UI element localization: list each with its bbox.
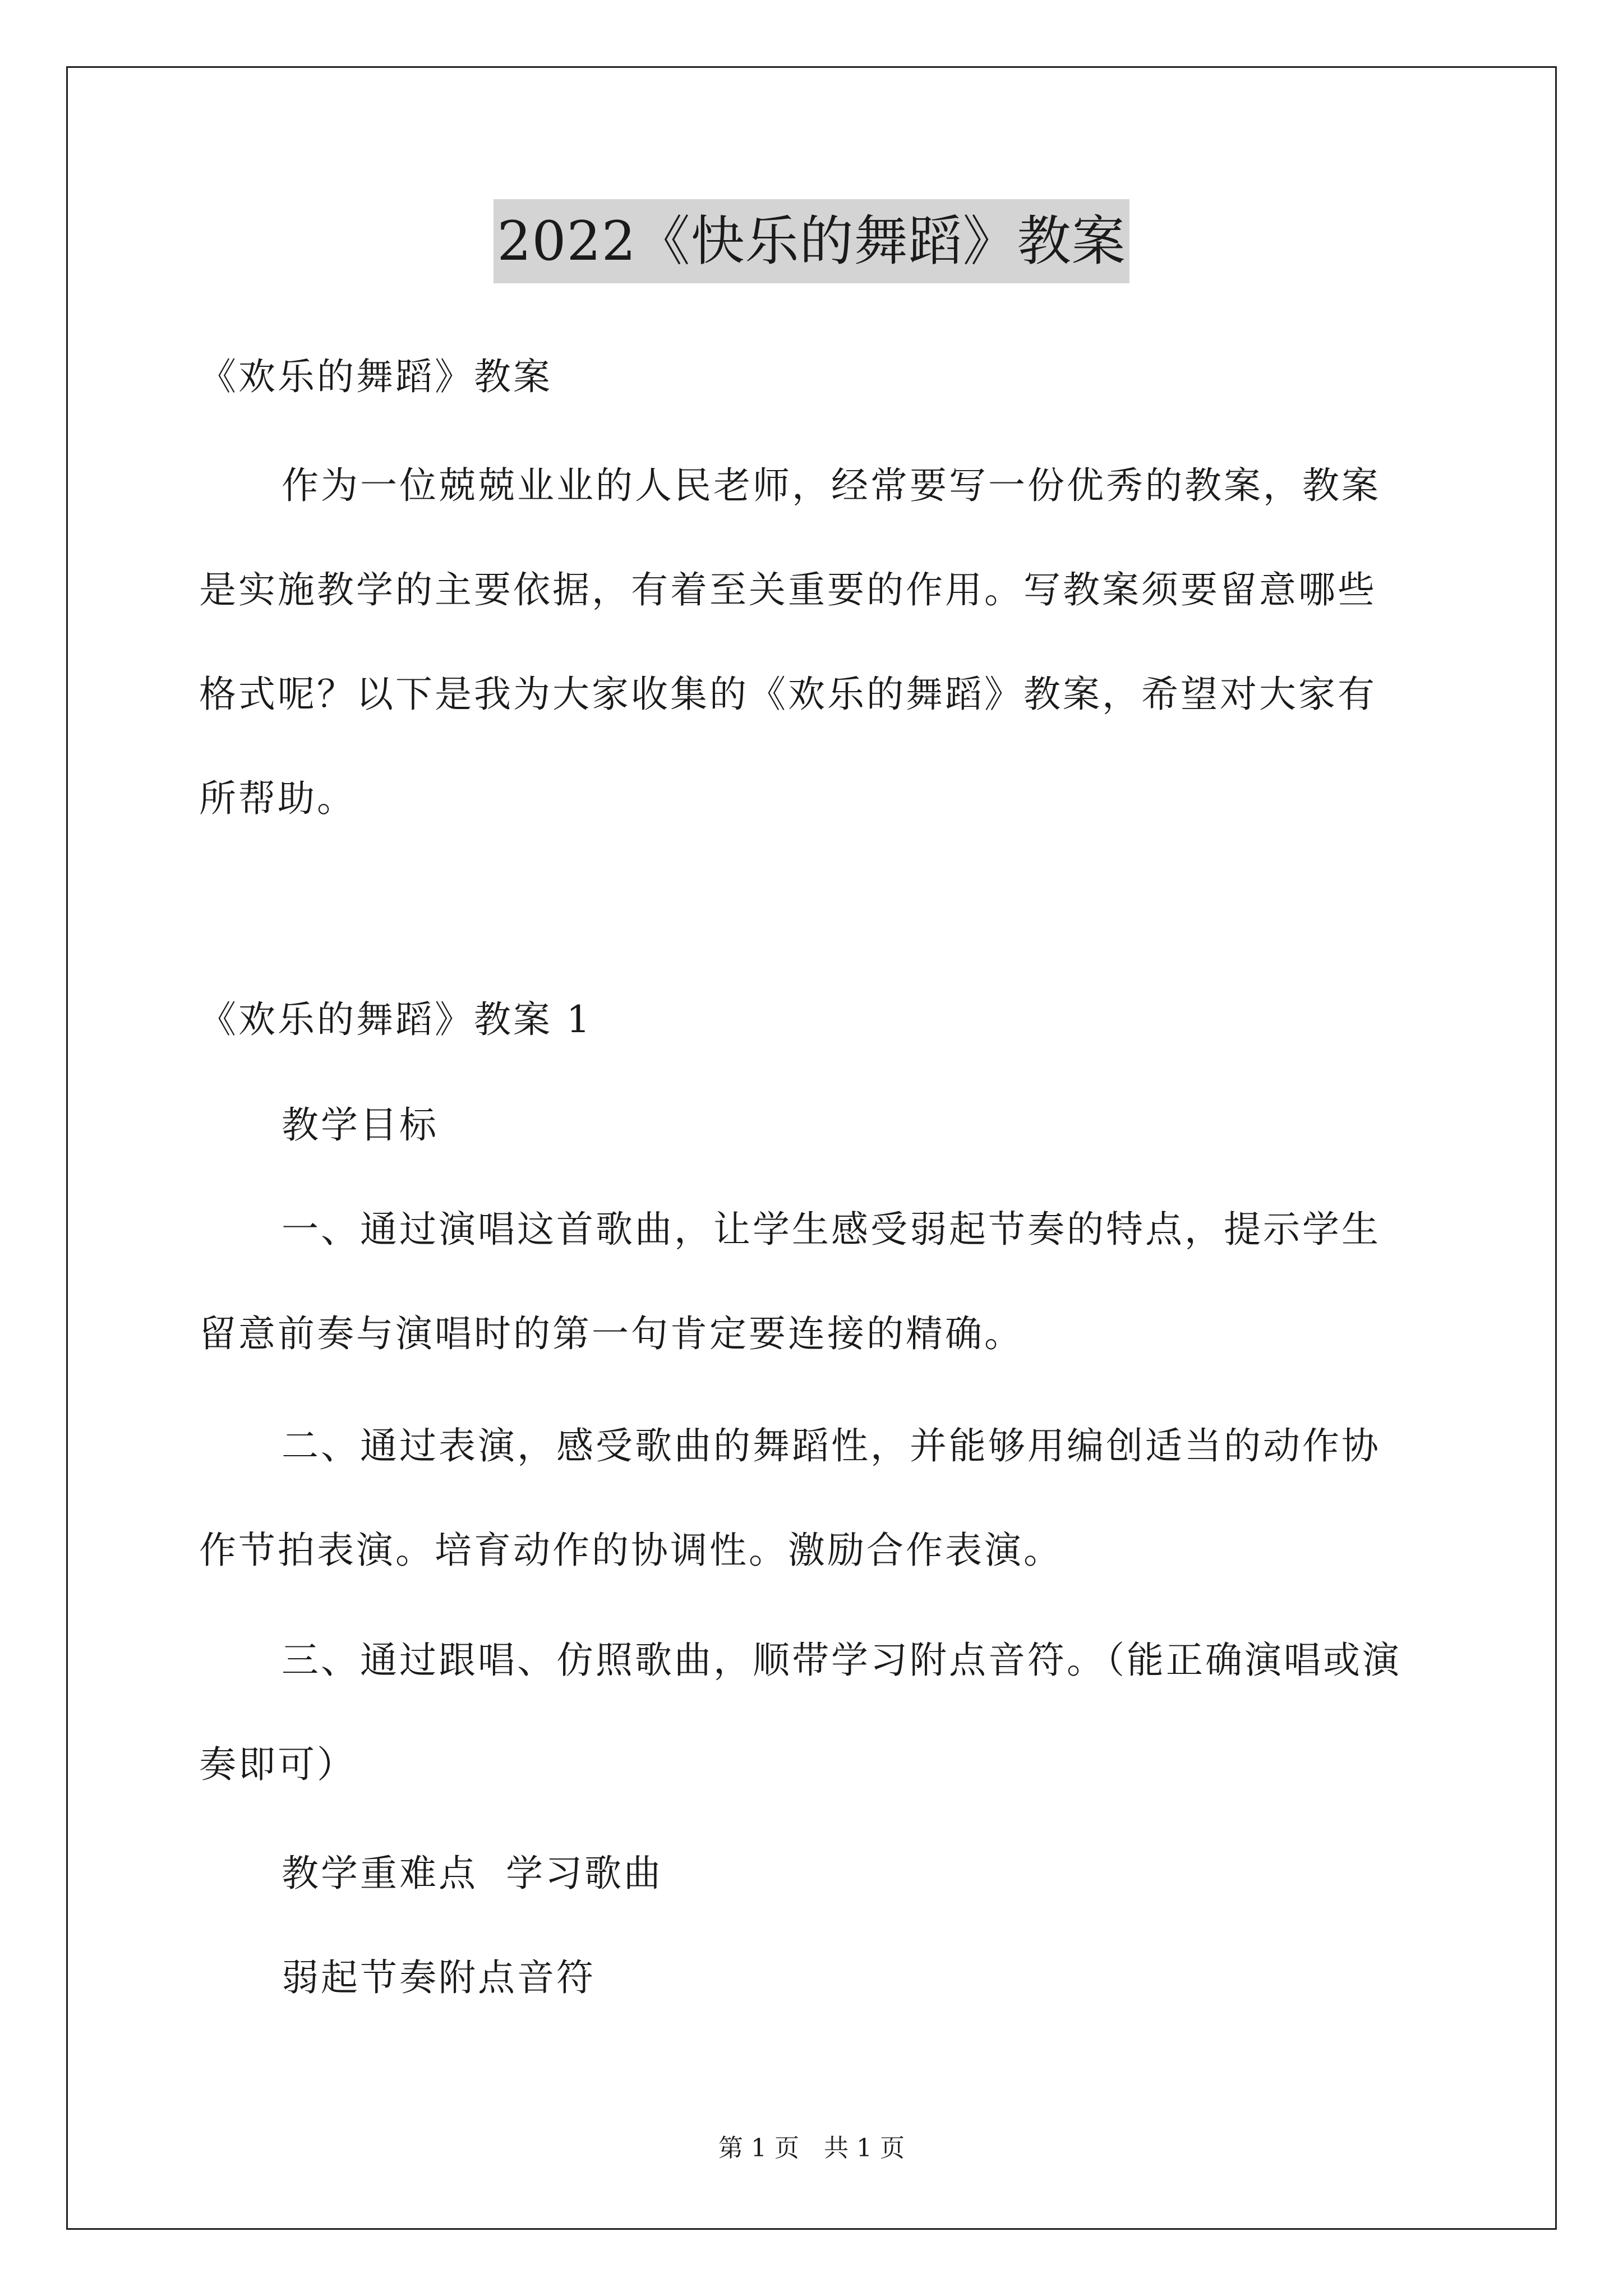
objective-line: 三、通过跟唱、仿照歌曲，顺带学习附点音符。（能正确演唱或演 xyxy=(282,1639,1401,1682)
intro-line: 作为一位兢兢业业的人民老师，经常要写一份优秀的教案，教案 xyxy=(282,464,1381,507)
objectives-heading: 教学目标 xyxy=(282,1103,439,1147)
key-points-line: 弱起节奏附点音符 xyxy=(282,1956,596,1999)
section-heading: 《欢乐的舞蹈》教案 1 xyxy=(199,998,592,1041)
key-points-line: 教学重难点 学习歌曲 xyxy=(282,1852,663,1895)
intro-line: 所帮助。 xyxy=(199,777,356,820)
objective-line: 作节拍表演。培育动作的协调性。激励合作表演。 xyxy=(199,1529,1063,1572)
subtitle: 《欢乐的舞蹈》教案 xyxy=(199,355,552,398)
objective-line: 二、通过表演，感受歌曲的舞蹈性，并能够用编创适当的动作协 xyxy=(282,1424,1381,1467)
title-container xyxy=(0,199,1623,283)
document-title: 2022《快乐的舞蹈》教案 xyxy=(494,199,1129,283)
objective-line: 留意前奏与演唱时的第一句肯定要连接的精确。 xyxy=(199,1312,1023,1355)
intro-line: 是实施教学的主要依据，有着至关重要的作用。写教案须要留意哪些 xyxy=(199,568,1377,611)
objective-line: 奏即可） xyxy=(199,1743,356,1786)
objective-line: 一、通过演唱这首歌曲，让学生感受弱起节奏的特点，提示学生 xyxy=(282,1208,1381,1251)
page-footer: 第 1 页 共 1 页 xyxy=(718,2134,905,2162)
intro-line: 格式呢？以下是我为大家收集的《欢乐的舞蹈》教案，希望对大家有 xyxy=(199,673,1377,716)
